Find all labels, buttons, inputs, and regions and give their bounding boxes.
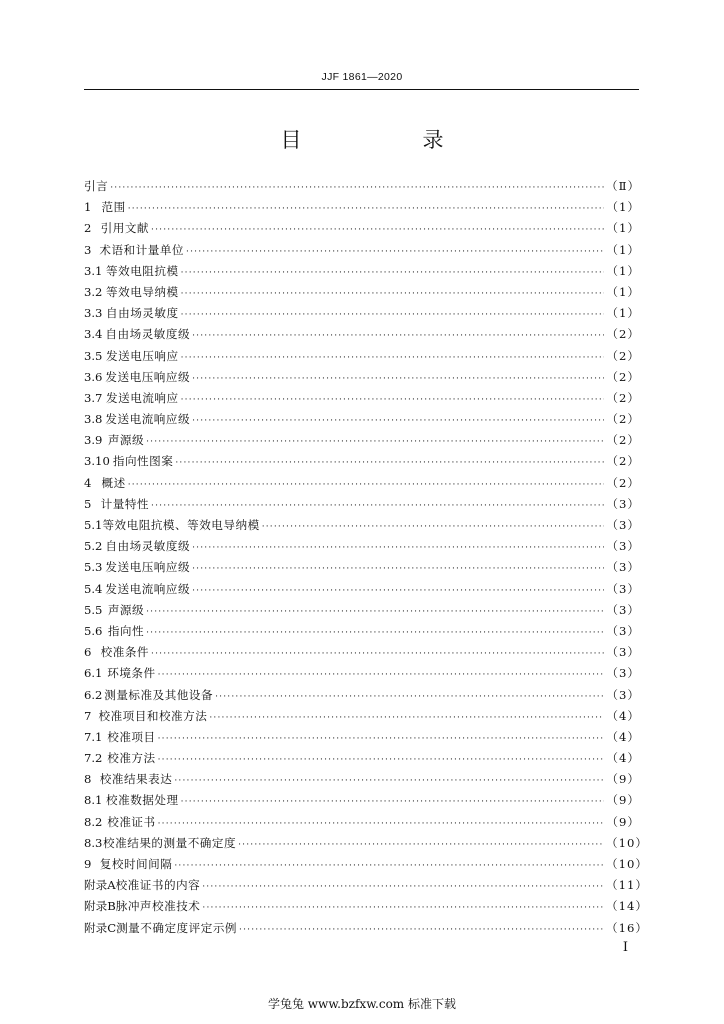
toc-entry-title: 自由场灵敏度 — [106, 306, 179, 321]
toc-entry-number: 4 — [84, 475, 92, 490]
dot-leader — [158, 729, 604, 750]
toc-entry-page: （2） — [606, 433, 640, 448]
toc-entry[interactable] — [84, 918, 648, 939]
toc-entry-page: （11） — [606, 878, 648, 893]
toc-entry-page: （Ⅱ） — [606, 179, 641, 193]
toc-entry-title: 发送电流响应级 — [105, 581, 191, 596]
toc-entry-page: （4） — [606, 708, 640, 723]
toc-entry-number: 1 — [84, 200, 92, 215]
toc-entry-page: （2） — [606, 348, 640, 363]
toc-entry-page: （1） — [606, 306, 640, 321]
toc-entry-number: 附录B — [84, 899, 116, 914]
dot-leader — [146, 602, 604, 623]
toc-entry-title: 指向性 — [107, 623, 145, 638]
toc-entry-title: 发送电流响应 — [106, 390, 179, 405]
toc-entry-page: （2） — [606, 475, 640, 490]
toc-entry-page: （2） — [606, 327, 640, 342]
toc-entry-number: 8.1 — [84, 793, 103, 808]
toc-entry-number: 3.5 — [84, 348, 103, 363]
toc-entry-number: 5.3 — [84, 560, 103, 575]
toc-entry[interactable] — [84, 494, 640, 515]
toc-entry-page: （9） — [606, 793, 640, 808]
toc-entry-page: （3） — [606, 623, 640, 638]
dot-leader — [202, 877, 604, 898]
toc-entry-page: （10） — [606, 857, 648, 871]
toc-entry[interactable] — [84, 748, 640, 769]
toc-entry-number: 6 — [84, 645, 92, 660]
toc-entry-title: 计量特性 — [100, 496, 150, 511]
toc-entry-title: 自由场灵敏度级 — [105, 327, 191, 342]
table-of-contents — [84, 176, 648, 939]
toc-entry-page: （1） — [606, 200, 640, 215]
toc-entry-page: （2） — [606, 412, 640, 427]
toc-entry-title: 校准条件 — [100, 645, 150, 660]
toc-entry-title: 脉冲声校准技术 — [115, 899, 201, 914]
toc-entry[interactable] — [84, 473, 640, 494]
toc-entry[interactable] — [84, 600, 640, 621]
dot-leader — [158, 814, 604, 835]
toc-entry-page: （2） — [606, 454, 640, 469]
toc-entry[interactable] — [84, 621, 640, 642]
toc-entry[interactable] — [84, 536, 640, 557]
toc-entry[interactable] — [84, 261, 640, 282]
toc-entry-title: 校准证书 — [107, 814, 156, 829]
toc-entry-number: 3.9 — [84, 433, 103, 448]
toc-entry-number: 附录A — [84, 878, 116, 893]
toc-entry-page: （16） — [606, 920, 648, 935]
toc-entry-page: （3） — [606, 602, 640, 617]
toc-entry-number: 3.3 — [84, 306, 103, 321]
toc-entry-page: （3） — [606, 581, 640, 596]
toc-entry[interactable] — [84, 685, 640, 706]
toc-entry-title: 校准方法 — [107, 751, 156, 766]
toc-entry-page: （1） — [606, 284, 640, 299]
toc-entry-number: 7.1 — [84, 729, 103, 744]
toc-entry[interactable] — [84, 367, 640, 388]
toc-entry-page: （3） — [606, 687, 640, 702]
toc-entry-number: 7.2 — [84, 751, 103, 766]
toc-entry-number: 3.4 — [84, 327, 103, 342]
toc-entry[interactable] — [84, 790, 640, 811]
dot-leader — [151, 644, 604, 665]
toc-entry-number: 6.1 — [84, 666, 103, 681]
footer-watermark: 学兔兔 www.bzfxw.com 标准下载 — [267, 997, 457, 1011]
toc-entry-title: 校准项目和校准方法 — [98, 708, 208, 723]
toc-entry-page: （2） — [606, 369, 640, 384]
toc-entry-title: 校准项目 — [107, 729, 156, 744]
toc-entry[interactable] — [84, 409, 640, 430]
dot-leader — [209, 708, 604, 729]
toc-entry-number: 3.10 — [84, 454, 110, 469]
toc-entry-number: 3.7 — [84, 390, 103, 405]
toc-entry-title: 发送电压响应级 — [105, 560, 191, 575]
toc-entry-title: 测量标准及其他设备 — [104, 687, 214, 702]
dot-leader — [181, 263, 604, 284]
dot-leader — [128, 199, 604, 220]
toc-entry[interactable] — [84, 324, 640, 345]
toc-entry[interactable] — [84, 515, 640, 536]
toc-entry[interactable] — [84, 642, 640, 663]
toc-entry-title: 复校时间间隔 — [99, 857, 173, 871]
toc-entry-number: 3.6 — [84, 369, 103, 384]
toc-entry-number: 附录C — [84, 920, 117, 935]
dot-leader — [181, 390, 604, 411]
toc-entry[interactable] — [84, 240, 640, 261]
toc-entry-title: 测量不确定度评定示例 — [116, 920, 238, 935]
toc-entry-number: 3.1 — [84, 263, 103, 278]
toc-entry[interactable] — [84, 197, 640, 218]
toc-entry-number: 5.5 — [84, 602, 103, 617]
dot-leader — [151, 496, 604, 517]
toc-entry-title: 发送电压响应级 — [105, 369, 191, 384]
toc-entry-title: 引言 — [84, 179, 109, 193]
dot-leader — [238, 835, 604, 856]
toc-entry-title: 声源级 — [107, 602, 145, 617]
toc-entry-page: （3） — [606, 539, 640, 554]
dot-leader — [181, 792, 604, 813]
toc-entry-page: （4） — [606, 751, 640, 766]
page-title: 目 录 — [280, 128, 494, 152]
dot-leader — [192, 326, 604, 347]
toc-entry-title: 范围 — [101, 200, 126, 215]
dot-leader — [192, 559, 604, 580]
toc-entry-page: （1） — [606, 221, 640, 236]
toc-entry-number: 8 — [84, 772, 92, 787]
dot-leader — [158, 665, 604, 686]
toc-entry[interactable] — [84, 579, 640, 600]
toc-entry-number: 5 — [84, 496, 92, 511]
toc-entry[interactable] — [84, 812, 640, 833]
toc-entry-number: 7 — [84, 708, 92, 723]
toc-entry-number: 8.3 — [84, 835, 103, 850]
dot-leader — [215, 687, 604, 708]
toc-entry-title: 校准结果的测量不确定度 — [103, 835, 237, 850]
toc-entry-page: （1） — [606, 263, 640, 278]
toc-entry[interactable] — [84, 176, 640, 197]
toc-entry[interactable] — [84, 706, 640, 727]
toc-entry[interactable] — [84, 388, 640, 409]
dot-leader — [181, 305, 604, 326]
dot-leader — [192, 581, 604, 602]
dot-leader — [192, 411, 604, 432]
dot-leader — [158, 750, 604, 771]
toc-entry-title: 等效电导纳模 — [106, 284, 179, 299]
toc-entry[interactable] — [84, 282, 640, 303]
toc-entry[interactable] — [84, 218, 640, 239]
dot-leader — [151, 220, 604, 241]
header-divider — [84, 89, 639, 90]
dot-leader — [239, 920, 604, 941]
toc-entry[interactable] — [84, 896, 648, 917]
toc-entry-title: 等效电阻抗模 — [106, 263, 179, 278]
toc-entry-title: 发送电流响应级 — [105, 412, 191, 427]
dot-leader — [174, 771, 604, 792]
toc-entry-number: 3 — [84, 242, 92, 257]
toc-entry-title: 术语和计量单位 — [99, 242, 185, 257]
toc-entry[interactable] — [84, 833, 648, 854]
dot-leader — [202, 898, 604, 919]
toc-entry[interactable] — [84, 557, 640, 578]
toc-entry-title: 声源级 — [107, 433, 145, 448]
toc-entry-number: 3.2 — [84, 284, 103, 299]
toc-entry[interactable] — [84, 875, 648, 896]
toc-entry-title: 校准证书的内容 — [115, 878, 201, 893]
dot-leader — [181, 348, 604, 369]
dot-leader — [181, 284, 604, 305]
toc-entry[interactable] — [84, 346, 640, 367]
toc-entry-title: 发送电压响应 — [106, 348, 179, 363]
toc-entry-page: （4） — [606, 729, 640, 744]
dot-leader — [175, 453, 604, 474]
page-number: I — [622, 940, 628, 955]
dot-leader — [128, 475, 604, 496]
dot-leader — [192, 369, 604, 390]
toc-entry-number: 8.2 — [84, 814, 103, 829]
toc-entry-page: （10） — [606, 835, 648, 850]
dot-leader — [262, 517, 604, 538]
toc-entry-title: 自由场灵敏度级 — [105, 539, 191, 554]
dot-leader — [186, 242, 604, 263]
toc-entry[interactable] — [84, 303, 640, 324]
toc-entry[interactable] — [84, 451, 640, 472]
toc-entry-title: 校准结果表达 — [99, 772, 173, 787]
toc-entry[interactable] — [84, 769, 640, 790]
toc-entry-page: （3） — [606, 666, 640, 681]
toc-entry-page: （9） — [606, 814, 640, 829]
toc-entry-page: （3） — [606, 518, 640, 532]
dot-leader — [146, 623, 604, 644]
toc-entry-page: （3） — [606, 560, 640, 575]
toc-entry-page: （14） — [606, 899, 648, 914]
toc-entry[interactable] — [84, 727, 640, 748]
dot-leader — [146, 432, 604, 453]
toc-entry-number: 5.4 — [84, 581, 103, 596]
toc-entry-number: 5.6 — [84, 623, 103, 638]
toc-entry[interactable] — [84, 663, 640, 684]
dot-leader — [174, 856, 604, 877]
toc-entry-page: （1） — [606, 242, 640, 257]
toc-entry-page: （3） — [606, 496, 640, 511]
toc-entry-number: 9 — [84, 857, 92, 871]
toc-entry-page: （3） — [606, 645, 640, 660]
toc-entry-title: 概述 — [101, 475, 126, 490]
toc-entry-number: 5.1 — [84, 518, 103, 532]
toc-entry-number: 3.8 — [84, 412, 103, 427]
dot-leader — [192, 538, 604, 559]
toc-entry-title: 校准数据处理 — [106, 793, 179, 808]
toc-entry-number: 5.2 — [84, 539, 103, 554]
toc-entry[interactable] — [84, 430, 640, 451]
toc-entry-number: 6.2 — [84, 687, 103, 702]
toc-entry-title: 引用文献 — [100, 221, 150, 236]
document-code: JJF 1861—2020 — [321, 71, 403, 83]
toc-entry-number: 2 — [84, 221, 92, 236]
toc-entry-title: 环境条件 — [107, 666, 156, 681]
toc-entry-title: 指向性图案 — [112, 454, 174, 469]
dot-leader — [110, 178, 604, 199]
toc-entry[interactable] — [84, 854, 648, 875]
toc-entry-page: （9） — [606, 772, 640, 787]
toc-entry-page: （2） — [606, 390, 640, 405]
toc-entry-title: 等效电阻抗模、等效电导纳模 — [102, 518, 260, 532]
